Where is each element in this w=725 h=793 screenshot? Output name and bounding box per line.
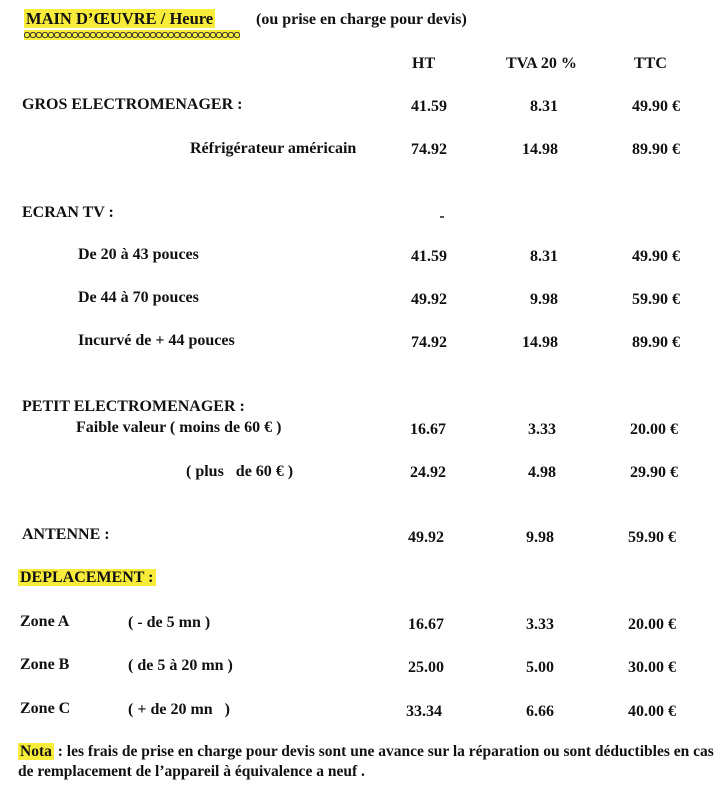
column-header-tva: TVA 20 % bbox=[506, 55, 577, 72]
zone-c-ht: 33.34 bbox=[406, 703, 442, 720]
zone-a-ht: 16.67 bbox=[408, 616, 444, 633]
petit-plus-ttc: 29.90 € bbox=[630, 464, 678, 481]
gros-ttc: 49.90 € bbox=[632, 98, 680, 115]
ecran-44-70-tva: 9.98 bbox=[530, 291, 558, 308]
ecran-44-70-ht: 49.92 bbox=[411, 291, 447, 308]
zone-c-tva: 6.66 bbox=[526, 703, 554, 720]
section-label-antenne: ANTENNE : bbox=[22, 526, 110, 543]
zone-a-label: Zone A bbox=[20, 613, 70, 630]
refrigerateur-ht: 74.92 bbox=[411, 141, 447, 158]
row-label-petit-plus-60: ( plus de 60 € ) bbox=[186, 463, 294, 480]
row-label-petit-faible-valeur: Faible valeur ( moins de 60 € ) bbox=[76, 419, 282, 436]
ecran-incurve-tva: 14.98 bbox=[522, 334, 558, 351]
zone-a-tva: 3.33 bbox=[526, 616, 554, 633]
petit-faible-tva: 3.33 bbox=[528, 421, 556, 438]
zone-c-ttc: 40.00 € bbox=[628, 703, 676, 720]
zone-b-ttc: 30.00 € bbox=[628, 659, 676, 676]
column-header-ht: HT bbox=[412, 55, 436, 72]
section-label-gros-electromenager: GROS ELECTROMENAGER : bbox=[22, 96, 243, 113]
zone-c-label: Zone C bbox=[20, 700, 71, 717]
nota-paragraph bbox=[18, 742, 718, 782]
petit-plus-tva: 4.98 bbox=[528, 464, 556, 481]
gros-ht: 41.59 bbox=[411, 98, 447, 115]
nota-text: : les frais de prise en charge pour devis sont une avance sur la réparation ou sont déductibles en cas de remplacement de l’appareil à équivalence a neuf . bbox=[18, 743, 714, 780]
decorative-circles bbox=[24, 30, 240, 40]
zone-b-label: Zone B bbox=[20, 656, 70, 673]
antenne-ht: 49.92 bbox=[408, 529, 444, 546]
section-label-petit-electromenager: PETIT ELECTROMENAGER : bbox=[22, 398, 245, 415]
petit-faible-ttc: 20.00 € bbox=[630, 421, 678, 438]
row-label-ecran-44-70: De 44 à 70 pouces bbox=[78, 289, 199, 306]
ecran-incurve-ttc: 89.90 € bbox=[632, 334, 680, 351]
section-label-ecran-tv: ECRAN TV : bbox=[22, 204, 114, 221]
page-title: MAIN D’ŒUVRE / Heure bbox=[26, 9, 214, 28]
row-label-ecran-incurve: Incurvé de + 44 pouces bbox=[78, 332, 235, 349]
antenne-tva: 9.98 bbox=[526, 529, 554, 546]
ecran-20-43-ht: 41.59 bbox=[411, 248, 447, 265]
scan-speck bbox=[440, 216, 444, 218]
ecran-incurve-ht: 74.92 bbox=[411, 334, 447, 351]
section-label-deplacement: DEPLACEMENT : bbox=[20, 569, 154, 586]
zone-c-detail: ( + de 20 mn ) bbox=[128, 701, 230, 718]
zone-b-ht: 25.00 bbox=[408, 659, 444, 676]
zone-a-detail: ( - de 5 mn ) bbox=[128, 614, 211, 631]
row-label-refrigerateur: Réfrigérateur américain bbox=[190, 140, 357, 157]
nota-label: Nota bbox=[20, 743, 52, 760]
antenne-ttc: 59.90 € bbox=[628, 529, 676, 546]
zone-b-detail: ( de 5 à 20 mn ) bbox=[128, 657, 233, 674]
petit-plus-ht: 24.92 bbox=[410, 464, 446, 481]
refrigerateur-tva: 14.98 bbox=[522, 141, 558, 158]
ecran-20-43-ttc: 49.90 € bbox=[632, 248, 680, 265]
ecran-20-43-tva: 8.31 bbox=[530, 248, 558, 265]
ecran-44-70-ttc: 59.90 € bbox=[632, 291, 680, 308]
gros-tva: 8.31 bbox=[530, 98, 558, 115]
row-label-ecran-20-43: De 20 à 43 pouces bbox=[78, 246, 199, 263]
column-header-ttc: TTC bbox=[634, 55, 667, 72]
page-subtitle: (ou prise en charge pour devis) bbox=[256, 11, 467, 28]
zone-a-ttc: 20.00 € bbox=[628, 616, 676, 633]
zone-b-tva: 5.00 bbox=[526, 659, 554, 676]
petit-faible-ht: 16.67 bbox=[410, 421, 446, 438]
refrigerateur-ttc: 89.90 € bbox=[632, 141, 680, 158]
